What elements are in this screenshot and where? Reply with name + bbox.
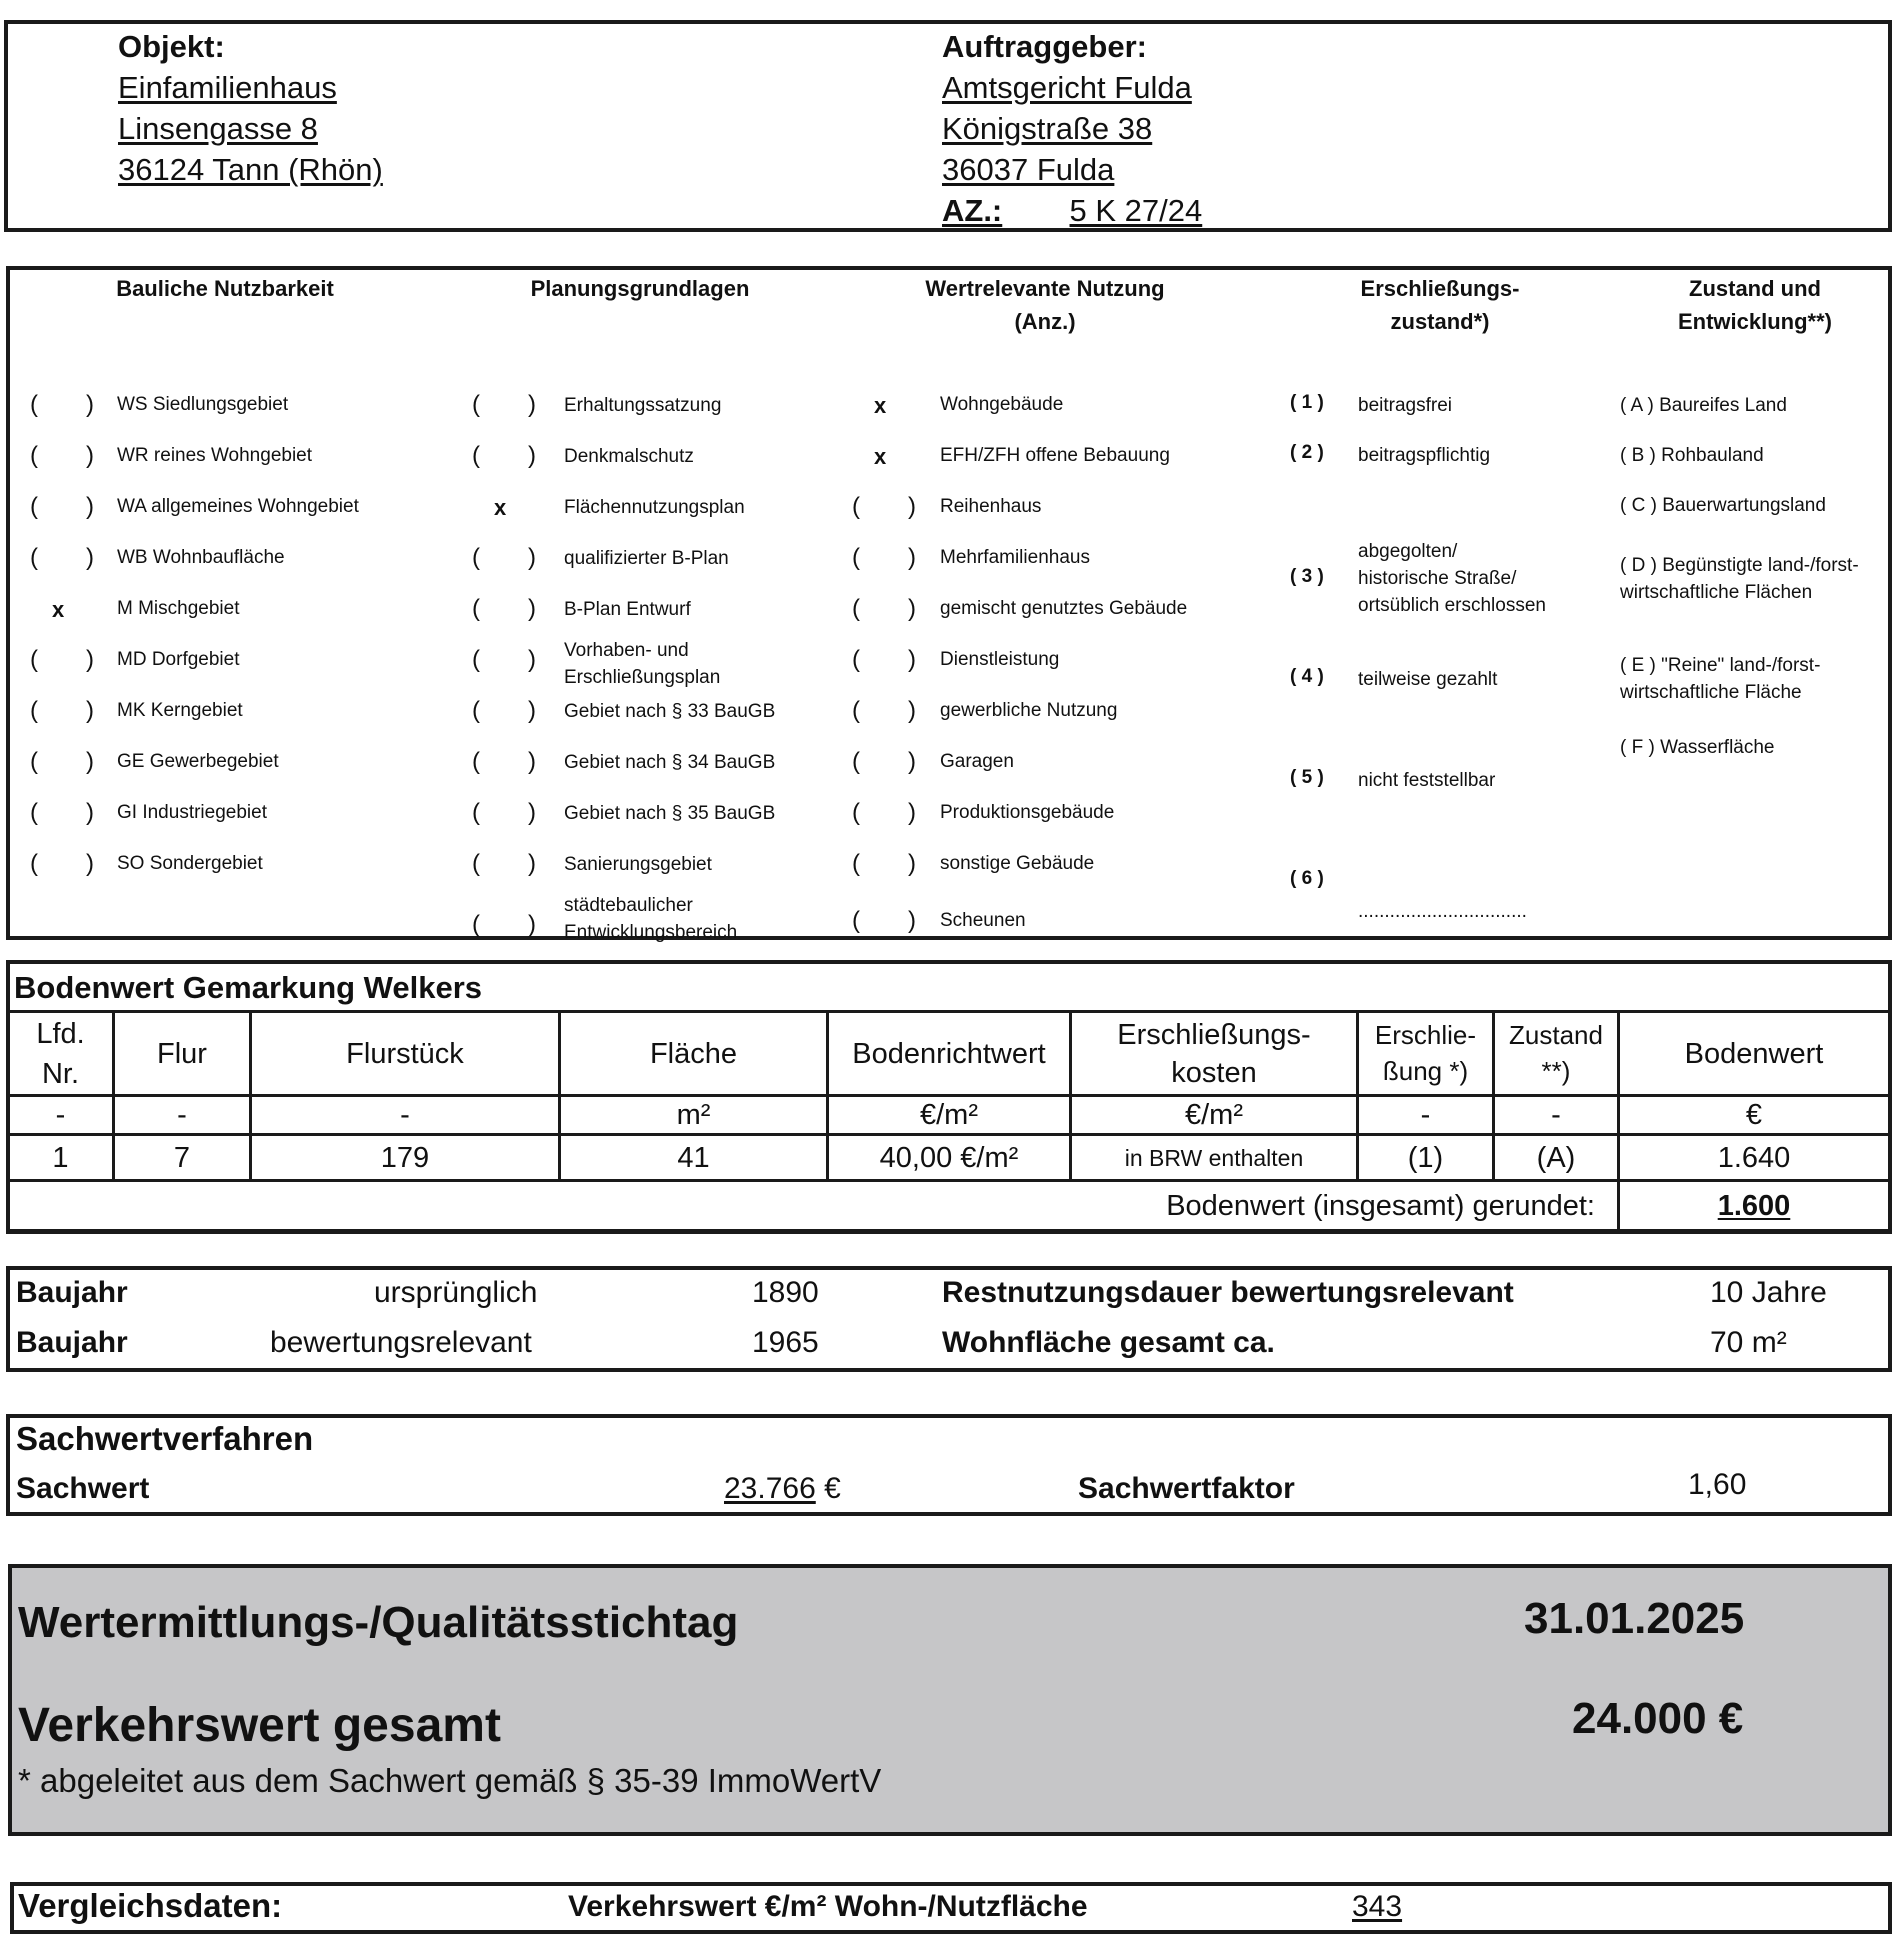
baujahr-desc: bewertungsrelevant: [270, 1326, 532, 1359]
zustand-number: ( A ): [1620, 395, 1654, 416]
planung-item-label: Erhaltungssatzung: [564, 395, 722, 416]
wert-close-paren: ): [908, 493, 916, 520]
header-bauliche: Bauliche Nutzbarkeit: [116, 276, 334, 301]
planung-close-paren: ): [528, 391, 536, 418]
vergleich-desc: Verkehrswert €/m² Wohn-/Nutzfläche: [568, 1890, 1088, 1923]
planung-item-label: städtebaulicher Entwicklungsbereich: [564, 895, 738, 943]
verkehrswert-label: Verkehrswert gesamt: [18, 1699, 501, 1752]
wert-checked-mark: x: [874, 444, 887, 469]
bauliche-close-paren: ): [86, 493, 94, 520]
col-bodenrichtwert: Bodenrichtwert: [828, 1012, 1071, 1096]
zustand-number: ( F ): [1620, 737, 1655, 758]
total-value-cell: [1619, 1181, 1890, 1231]
sachwert-title: Sachwertverfahren: [16, 1420, 314, 1457]
col-bodenwert: Bodenwert: [1619, 1012, 1890, 1096]
bauliche-checked-mark: x: [52, 597, 65, 622]
planung-open-paren: (: [472, 799, 480, 826]
wert-item-label: Produktionsgebäude: [940, 802, 1115, 823]
bauliche-open-paren: (: [30, 442, 38, 469]
planung-checked-mark: x: [494, 495, 507, 520]
wert-open-paren: (: [852, 544, 860, 571]
bauliche-close-paren: ): [86, 391, 94, 418]
bauliche-close-paren: ): [86, 544, 94, 571]
az-value: 5 K 27/24: [1069, 193, 1203, 228]
bauliche-open-paren: (: [30, 646, 38, 673]
sachwert-currency: €: [824, 1472, 841, 1505]
cell-lfd-nr: 1: [8, 1135, 114, 1181]
bauliche-item-label: MK Kerngebiet: [117, 700, 243, 721]
bauliche-item-label: WA allgemeines Wohngebiet: [117, 496, 359, 517]
zustand-item-label: Wasserfläche: [1660, 737, 1775, 758]
wert-open-paren: (: [852, 697, 860, 724]
sachwertfaktor-value: 1,60: [1688, 1468, 1747, 1501]
cell-bodenrichtwert: 40,00 €/m²: [828, 1135, 1071, 1181]
cell-zustand: (A): [1494, 1135, 1619, 1181]
zustand-item: [1620, 552, 1859, 606]
bauliche-open-paren: (: [30, 850, 38, 877]
bauliche-item-label: MD Dorfgebiet: [117, 649, 240, 670]
sachwert-value-group: [724, 1472, 841, 1506]
unit-cell: €: [1619, 1096, 1890, 1135]
baujahr-year: 1890: [752, 1276, 819, 1309]
header-planung: Planungsgrundlagen: [530, 276, 750, 301]
planung-open-paren: (: [472, 595, 480, 622]
sachwert-value: 23.766: [724, 1472, 816, 1505]
total-label-cell: [8, 1181, 1619, 1231]
planung-item-label: Flächennutzungsplan: [564, 497, 745, 518]
unit-cell: m²: [560, 1096, 828, 1135]
header-zustand: Zustand und Entwicklung**): [1677, 276, 1832, 334]
planung-item-label: Gebiet nach § 34 BauGB: [564, 752, 776, 773]
bauliche-open-paren: (: [30, 544, 38, 571]
bauliche-open-paren: (: [30, 748, 38, 775]
zustand-item-label: Baureifes Land: [1659, 395, 1787, 416]
unit-cell: €/m²: [828, 1096, 1071, 1135]
ersch-number: ( 6 ): [1290, 868, 1324, 889]
col-flur: Flur: [114, 1012, 251, 1096]
unit-cell: -: [8, 1096, 114, 1135]
auftraggeber-line: 36037 Fulda: [942, 152, 1115, 187]
unit-cell: -: [114, 1096, 251, 1135]
planung-item-label: Sanierungsgebiet: [564, 854, 712, 875]
planung-open-paren: (: [472, 697, 480, 724]
planung-close-paren: ): [528, 850, 536, 877]
bauliche-open-paren: (: [30, 391, 38, 418]
unit-cell: -: [1494, 1096, 1619, 1135]
vergleich-value: 343: [1352, 1890, 1403, 1923]
ersch-number: ( 2 ): [1290, 442, 1324, 463]
bauliche-open-paren: (: [30, 799, 38, 826]
objekt-line: 36124 Tann (Rhön): [118, 152, 383, 187]
zustand-item: [1620, 652, 1820, 706]
wert-item-label: Reihenhaus: [940, 496, 1042, 517]
wert-close-paren: ): [908, 748, 916, 775]
zustand-item-label: Rohbauland: [1661, 445, 1764, 466]
bauliche-item-label: SO Sondergebiet: [117, 853, 263, 874]
planung-open-paren: (: [472, 391, 480, 418]
col-flurstueck: Flurstück: [251, 1012, 560, 1096]
ersch-number: ( 4 ): [1290, 666, 1324, 687]
col-erschliessung: Erschlie- ßung *): [1358, 1012, 1494, 1096]
objekt-line: Einfamilienhaus: [118, 70, 337, 105]
planung-close-paren: ): [528, 911, 536, 938]
wert-item-label: Dienstleistung: [940, 649, 1060, 670]
ersch-number: ( 1 ): [1290, 392, 1324, 413]
unit-cell: -: [1358, 1096, 1494, 1135]
planung-close-paren: ): [528, 544, 536, 571]
baujahr-label: Baujahr: [16, 1276, 128, 1309]
planung-close-paren: ): [528, 442, 536, 469]
wert-close-paren: ): [908, 544, 916, 571]
planung-close-paren: ): [528, 646, 536, 673]
zustand-number: ( B ): [1620, 445, 1656, 466]
wert-open-paren: (: [852, 646, 860, 673]
total-value: 1.600: [1717, 1189, 1791, 1222]
zustand-item-label: Begünstigte land-/forst- wirtschaftliche Flächen: [1620, 555, 1859, 603]
planung-close-paren: ): [528, 697, 536, 724]
zustand-item: [1620, 392, 1787, 419]
planung-close-paren: ): [528, 595, 536, 622]
wert-item-label: Wohngebäude: [940, 394, 1064, 415]
wert-item-label: gewerbliche Nutzung: [940, 700, 1118, 721]
bauliche-item-label: WS Siedlungsgebiet: [117, 394, 289, 415]
planung-item-label: Denkmalschutz: [564, 446, 694, 467]
wert-close-paren: ): [908, 595, 916, 622]
az-label: AZ.:: [942, 193, 1003, 228]
wert-open-paren: (: [852, 799, 860, 826]
bauliche-item-label: GI Industriegebiet: [117, 802, 267, 823]
wert-open-paren: (: [852, 748, 860, 775]
unit-cell: -: [251, 1096, 560, 1135]
cell-bodenwert: 1.640: [1619, 1135, 1890, 1181]
zustand-number: ( C ): [1620, 495, 1657, 516]
bodenwert-title: Bodenwert Gemarkung Welkers: [14, 970, 483, 1005]
auftraggeber-label: Auftraggeber:: [942, 29, 1147, 64]
baujahr-label: Baujahr: [16, 1326, 128, 1359]
wert-close-paren: ): [908, 697, 916, 724]
cell-erschliessungskosten: in BRW enthalten: [1071, 1135, 1358, 1181]
bauliche-close-paren: ): [86, 697, 94, 724]
table-row: [8, 1135, 1890, 1181]
wohnflaeche-value: 70 m²: [1710, 1326, 1787, 1359]
planung-close-paren: ): [528, 799, 536, 826]
planung-item-label: Vorhaben- und Erschließungsplan: [564, 640, 721, 688]
cell-flaeche: 41: [560, 1135, 828, 1181]
baujahr-year: 1965: [752, 1326, 819, 1359]
rnd-value: 10 Jahre: [1710, 1276, 1827, 1309]
wert-close-paren: ): [908, 646, 916, 673]
planung-close-paren: ): [528, 748, 536, 775]
stichtag-label: Wertermittlungs-/Qualitätsstichtag: [18, 1598, 739, 1647]
header-ersch: Erschließungs- zustand*): [1360, 276, 1520, 334]
wert-item-label: Scheunen: [940, 910, 1026, 931]
cell-erschliessung: (1): [1358, 1135, 1494, 1181]
bodenwert-unit-row: [8, 1096, 1890, 1135]
ersch-item-label: ................................: [1358, 901, 1527, 922]
col-erschliessungskosten: Erschließungs- kosten: [1071, 1012, 1358, 1096]
wert-item-label: Garagen: [940, 751, 1014, 772]
wert-close-paren: ): [908, 850, 916, 877]
ersch-item-label: teilweise gezahlt: [1358, 669, 1498, 690]
zustand-number: ( E ): [1620, 655, 1656, 676]
wert-item-label: gemischt genutztes Gebäude: [940, 598, 1188, 619]
auftraggeber-line: Amtsgericht Fulda: [942, 70, 1192, 105]
verkehrswert-value: 24.000 €: [1572, 1694, 1744, 1743]
wert-item-label: EFH/ZFH offene Bebauung: [940, 445, 1170, 466]
planung-open-paren: (: [472, 748, 480, 775]
wert-close-paren: ): [908, 907, 916, 934]
bauliche-open-paren: (: [30, 697, 38, 724]
bodenwert-header-row: [8, 1012, 1890, 1096]
col-zustand: Zustand **): [1494, 1012, 1619, 1096]
cell-flur: 7: [114, 1135, 251, 1181]
bodenwert-table: [6, 1010, 1891, 1232]
total-label: Bodenwert (insgesamt) gerundet:: [1166, 1189, 1595, 1222]
auftraggeber-line: Königstraße 38: [942, 111, 1153, 146]
zustand-item: [1620, 442, 1764, 469]
planung-item-label: qualifizierter B-Plan: [564, 548, 729, 569]
planung-open-paren: (: [472, 850, 480, 877]
bauliche-item-label: GE Gewerbegebiet: [117, 751, 279, 772]
wert-checked-mark: x: [874, 393, 887, 418]
planung-open-paren: (: [472, 442, 480, 469]
wert-open-paren: (: [852, 907, 860, 934]
rnd-label: Restnutzungsdauer bewertungsrelevant: [942, 1276, 1514, 1309]
wert-open-paren: (: [852, 493, 860, 520]
unit-cell: €/m²: [1071, 1096, 1358, 1135]
wert-open-paren: (: [852, 850, 860, 877]
wert-close-paren: ): [908, 799, 916, 826]
bauliche-open-paren: (: [30, 493, 38, 520]
zustand-item-label: Bauerwartungsland: [1662, 495, 1826, 516]
objekt-line: Linsengasse 8: [118, 111, 318, 146]
bauliche-close-paren: ): [86, 799, 94, 826]
ersch-number: ( 5 ): [1290, 767, 1324, 788]
planung-item-label: B-Plan Entwurf: [564, 599, 691, 620]
objekt-label: Objekt:: [118, 29, 225, 64]
col-flaeche: Fläche: [560, 1012, 828, 1096]
zustand-item: [1620, 492, 1826, 519]
planung-open-paren: (: [472, 911, 480, 938]
planung-item-label: Gebiet nach § 33 BauGB: [564, 701, 776, 722]
sachwertfaktor-label: Sachwertfaktor: [1078, 1472, 1295, 1505]
stichtag-value: 31.01.2025: [1524, 1594, 1745, 1643]
ersch-item-label: beitragspflichtig: [1358, 445, 1491, 466]
ersch-item-label: abgegolten/ historische Straße/ ortsüblich erschlossen: [1358, 541, 1546, 616]
wert-item-label: sonstige Gebäude: [940, 853, 1095, 874]
planung-open-paren: (: [472, 544, 480, 571]
bauliche-item-label: WR reines Wohngebiet: [117, 445, 313, 466]
wert-item-label: Mehrfamilienhaus: [940, 547, 1090, 568]
bauliche-item-label: M Mischgebiet: [117, 598, 240, 619]
vergleich-label: Vergleichsdaten:: [18, 1887, 283, 1924]
bauliche-close-paren: ): [86, 850, 94, 877]
wert-open-paren: (: [852, 595, 860, 622]
col-lfd-nr: Lfd. Nr.: [8, 1012, 114, 1096]
ersch-item-label: beitragsfrei: [1358, 395, 1452, 416]
baujahr-desc: ursprünglich: [374, 1276, 538, 1309]
ersch-item-label: nicht feststellbar: [1358, 770, 1496, 791]
planung-open-paren: (: [472, 646, 480, 673]
zustand-number: ( D ): [1620, 555, 1657, 576]
auftraggeber-block: [942, 26, 1202, 231]
sachwert-label: Sachwert: [16, 1472, 150, 1505]
bauliche-close-paren: ): [86, 748, 94, 775]
wohnflaeche-label: Wohnfläche gesamt ca.: [942, 1326, 1275, 1359]
zustand-item-label: "Reine" land-/forst- wirtschaftliche Fläche: [1620, 655, 1821, 703]
bauliche-close-paren: ): [86, 442, 94, 469]
ersch-number: ( 3 ): [1290, 566, 1324, 587]
bodenwert-total-row: [8, 1181, 1890, 1231]
header-wert: Wertrelevante Nutzung (Anz.): [925, 276, 1165, 334]
bauliche-close-paren: ): [86, 646, 94, 673]
planung-item-label: Gebiet nach § 35 BauGB: [564, 803, 776, 824]
bauliche-item-label: WB Wohnbaufläche: [117, 547, 285, 568]
zustand-item: [1620, 734, 1775, 761]
cell-flurstueck: 179: [251, 1135, 560, 1181]
verkehrswert-note: * abgeleitet aus dem Sachwert gemäß § 35-39 ImmoWertV: [18, 1762, 882, 1799]
objekt-block: [118, 26, 383, 190]
